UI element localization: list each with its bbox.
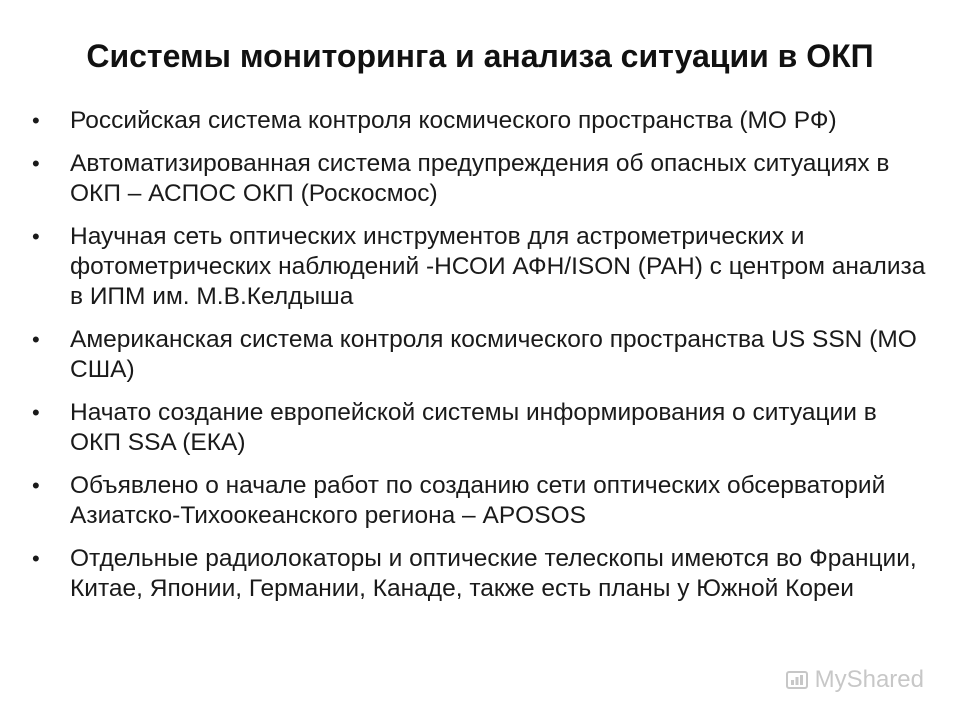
bullet-text: Российская система контроля космического пространства (МО РФ) [70, 107, 837, 134]
bullet-item [30, 222, 930, 312]
bullet-item [30, 544, 930, 604]
bullet-text: Объявлено о начале работ по созданию сети оптических обсерваторий Азиатско-Тихоокеанского региона – APOSOS [70, 472, 886, 529]
bullet-dot: • [32, 151, 40, 176]
bullet-text: Начато создание европейской системы информирования о ситуации в ОКП SSA (ЕКА) [70, 399, 877, 456]
bullet-item [30, 106, 930, 136]
bullet-text: Отдельные радиолокаторы и оптические телескопы имеются во Франции, Китае, Японии, Германии, Канаде, также есть планы у Южной Кореи [70, 545, 917, 602]
bullet-item [30, 398, 930, 458]
slide-title: Системы мониторинга и анализа ситуации в ОКП [86, 38, 874, 74]
bullet-dot: • [32, 546, 40, 571]
bullet-text: Автоматизированная система предупреждения об опасных ситуациях в ОКП – АСПОС ОКП (Роскосмос) [70, 150, 890, 207]
bullet-item [30, 325, 930, 385]
bullet-dot: • [32, 224, 40, 249]
bullet-item [30, 471, 930, 531]
bullet-list [30, 106, 930, 617]
bullet-text: Американская система контроля космического пространства US SSN (МО США) [70, 326, 917, 383]
bullet-text: Научная сеть оптических инструментов для астрометрических и фотометрических наблюдений -НСОИ АФН/ISON (РАН) с центром анализа в ИПМ им. М.В.Келдыша [70, 223, 926, 310]
watermark-text: MyShared [814, 666, 924, 693]
bullet-item [30, 149, 930, 209]
myshared-watermark [785, 666, 924, 694]
bullet-dot: • [32, 327, 40, 352]
myshared-logo-icon [785, 668, 809, 692]
bullet-dot: • [32, 400, 40, 425]
bullet-dot: • [32, 108, 40, 133]
bullet-dot: • [32, 473, 40, 498]
